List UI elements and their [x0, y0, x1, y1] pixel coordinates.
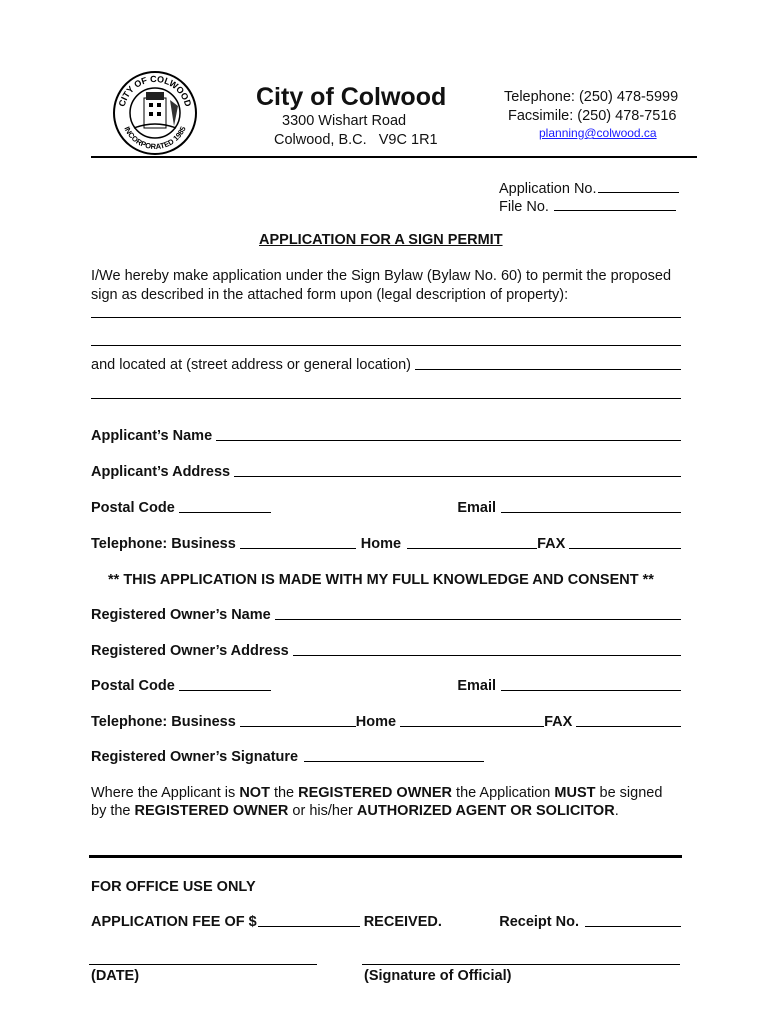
file-no-label: File No. — [499, 199, 549, 215]
seal-top-text: CITY OF COLWOOD — [116, 73, 194, 108]
official-signature-field[interactable] — [362, 964, 680, 965]
owner-postal-row — [91, 678, 681, 694]
applicant-fax-field[interactable] — [569, 536, 681, 549]
owner-address-field[interactable] — [293, 643, 681, 656]
owner-fax-label: FAX — [544, 714, 573, 730]
telephone: Telephone: (250) 478-5999 — [504, 89, 679, 105]
notice-line2 — [91, 803, 619, 819]
application-no-field[interactable] — [598, 180, 679, 193]
owner-signature-row — [91, 749, 491, 765]
address-line2: Colwood, B.C. V9C 1R1 — [274, 132, 438, 148]
owner-address-label: Registered Owner’s Address — [91, 643, 289, 659]
located-at-label: and located at (street address or general location) — [91, 357, 411, 373]
applicant-address-field[interactable] — [234, 464, 681, 477]
applicant-postal-row — [91, 500, 681, 516]
date-label: (DATE) — [91, 968, 140, 984]
applicant-email-field[interactable] — [501, 500, 681, 513]
address-line1: 3300 Wishart Road — [282, 113, 407, 129]
owner-signature-label: Registered Owner’s Signature — [91, 749, 299, 765]
applicant-email-label: Email — [457, 500, 496, 516]
facsimile: Facsimile: (250) 478-7516 — [508, 108, 677, 124]
application-no-label: Application No. — [499, 181, 597, 197]
notice-emphasis: AUTHORIZED AGENT OR SOLICITOR — [356, 803, 615, 819]
receipt-no-label: Receipt No. — [499, 914, 579, 930]
intro-line2: sign as described in the attached form upon (legal description of property): — [91, 287, 569, 303]
notice-text: or his/her — [288, 803, 357, 819]
owner-home-label: Home — [355, 714, 397, 730]
seal-bottom-text: INCORPORATED 1985 — [122, 124, 188, 152]
applicant-telephone-row — [91, 536, 681, 552]
owner-postal-label: Postal Code — [91, 678, 175, 694]
file-no-row — [499, 198, 676, 215]
received-label: RECEIVED. — [363, 914, 442, 930]
consent-statement: ** THIS APPLICATION IS MADE WITH MY FULL KNOWLEDGE AND CONSENT ** — [108, 572, 654, 588]
email-link[interactable]: planning@colwood.ca — [539, 126, 657, 140]
applicant-fax-label: FAX — [537, 536, 566, 552]
header-rule — [91, 156, 697, 158]
applicant-home-label: Home — [360, 536, 402, 552]
owner-telephone-row — [91, 714, 681, 730]
receipt-no-field[interactable] — [585, 914, 681, 927]
owner-email-field[interactable] — [501, 678, 681, 691]
intro-line1: I/We hereby make application under the Sign Bylaw (Bylaw No. 60) to permit the proposed — [91, 268, 672, 284]
notice-emphasis: REGISTERED OWNER — [298, 785, 453, 801]
notice-text: the — [269, 785, 299, 801]
applicant-name-label: Applicant’s Name — [91, 428, 213, 444]
notice-text: . — [614, 803, 619, 819]
org-name: City of Colwood — [256, 83, 447, 111]
application-no-row — [499, 180, 679, 197]
applicant-address-row — [91, 464, 681, 480]
owner-name-field[interactable] — [275, 607, 681, 620]
owner-postal-field[interactable] — [179, 678, 271, 691]
located-at-row — [91, 357, 681, 373]
located-at-field-2[interactable] — [91, 398, 681, 399]
applicant-name-field[interactable] — [216, 428, 681, 441]
notice-text: be signed — [595, 785, 663, 801]
office-heading: FOR OFFICE USE ONLY — [91, 879, 256, 895]
fee-row — [91, 914, 681, 930]
owner-name-row — [91, 607, 681, 623]
legal-description-field-1[interactable] — [91, 317, 681, 318]
legal-description-field-2[interactable] — [91, 345, 681, 346]
form-title: APPLICATION FOR A SIGN PERMIT — [259, 232, 503, 248]
applicant-postal-field[interactable] — [179, 500, 271, 513]
file-no-field[interactable] — [554, 198, 676, 211]
owner-tel-business-label: Telephone: Business — [91, 714, 236, 730]
located-at-field[interactable] — [415, 357, 681, 370]
notice-emphasis: REGISTERED OWNER — [134, 803, 289, 819]
owner-signature-field[interactable] — [304, 749, 484, 762]
fee-label: APPLICATION FEE OF $ — [91, 914, 257, 930]
notice-line1 — [91, 785, 662, 801]
owner-fax-field[interactable] — [576, 714, 681, 727]
office-divider — [89, 855, 682, 858]
fee-amount-field[interactable] — [258, 914, 360, 927]
notice-text: by the — [91, 803, 135, 819]
owner-home-field[interactable] — [400, 714, 544, 727]
applicant-tel-business-label: Telephone: Business — [91, 536, 236, 552]
official-signature-label: (Signature of Official) — [364, 968, 512, 984]
applicant-home-field[interactable] — [407, 536, 537, 549]
notice-emphasis: MUST — [554, 785, 596, 801]
owner-tel-business-field[interactable] — [240, 714, 356, 727]
owner-name-label: Registered Owner’s Name — [91, 607, 271, 623]
notice-emphasis: NOT — [239, 785, 270, 801]
notice-text: Where the Applicant is — [91, 785, 240, 801]
applicant-name-row — [91, 428, 681, 444]
applicant-address-label: Applicant’s Address — [91, 464, 231, 480]
applicant-tel-business-field[interactable] — [240, 536, 356, 549]
city-seal-logo — [112, 70, 198, 156]
date-field[interactable] — [89, 964, 317, 965]
applicant-postal-label: Postal Code — [91, 500, 175, 516]
owner-email-label: Email — [457, 678, 496, 694]
owner-address-row — [91, 643, 681, 659]
notice-text: the Application — [452, 785, 555, 801]
